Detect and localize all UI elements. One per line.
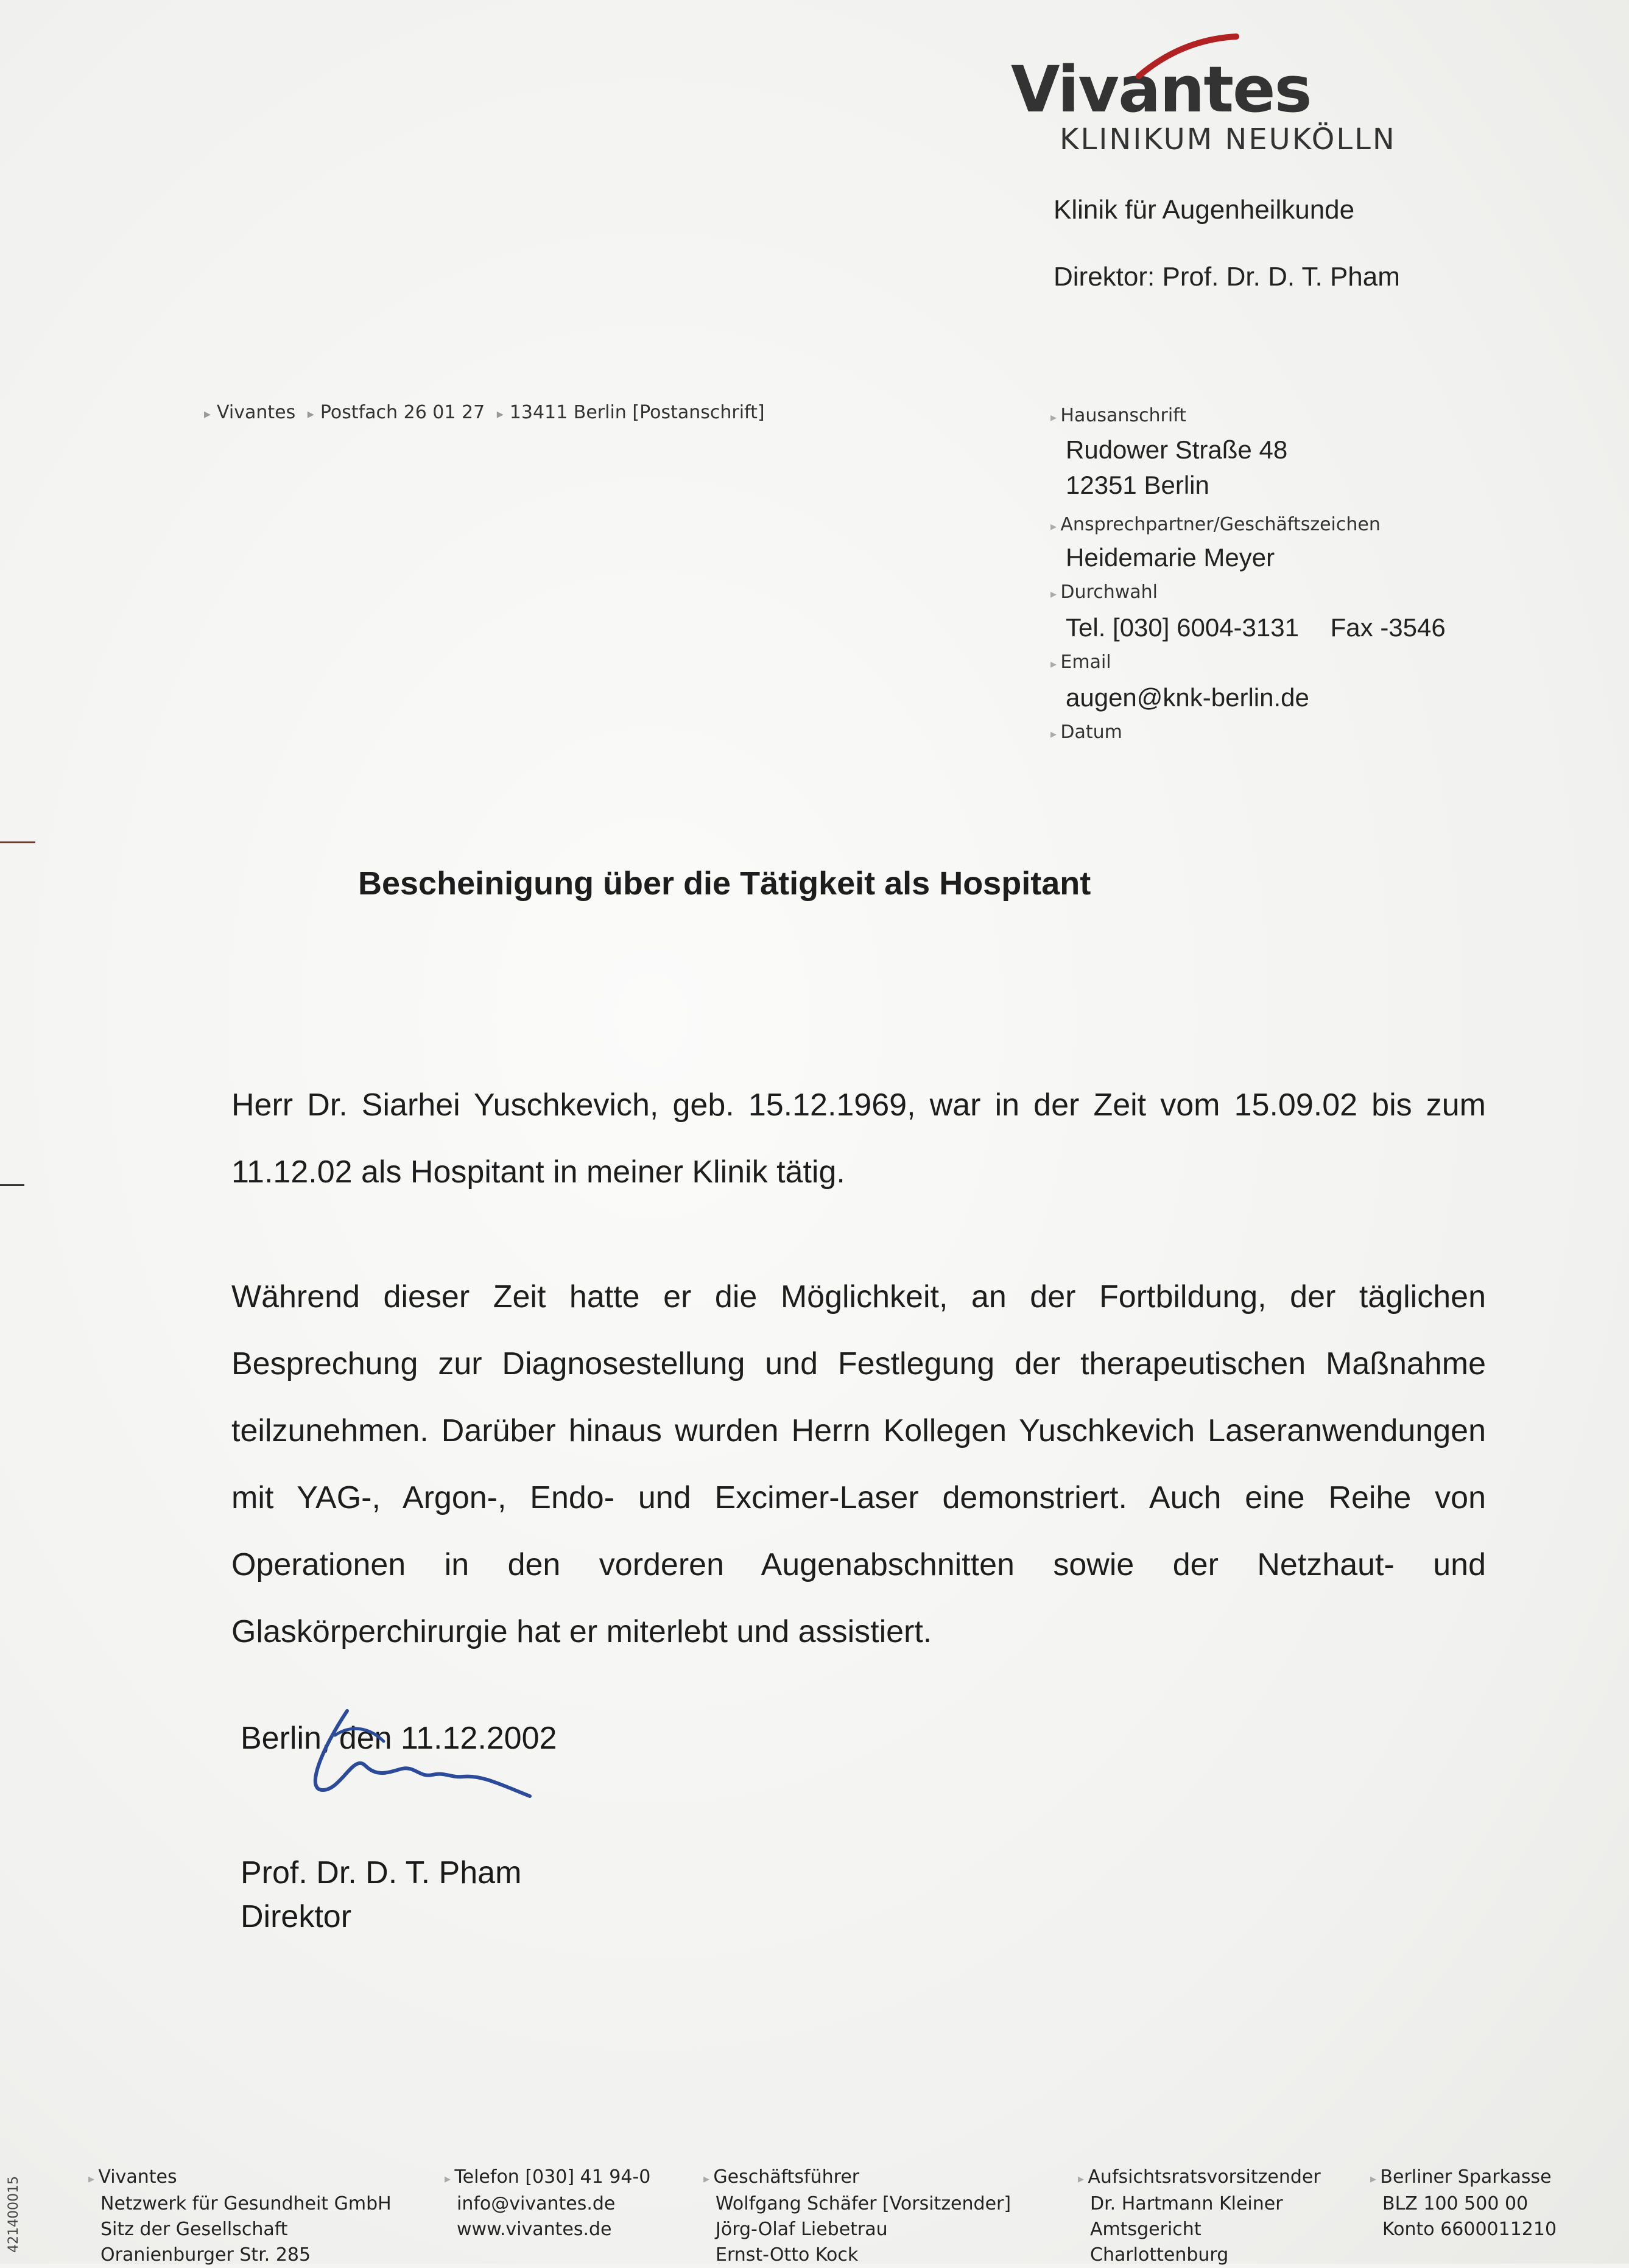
info-block bbox=[1050, 405, 1599, 743]
contact-label: ▸ Ansprechpartner/Geschäftszeichen bbox=[1050, 514, 1599, 535]
vertical-code: 421400015 bbox=[6, 2176, 21, 2253]
department: Klinik für Augenheilkunde bbox=[1054, 195, 1355, 225]
footer-line: ▸ Berliner Sparkasse bbox=[1370, 2164, 1557, 2191]
date-label: ▸ Datum bbox=[1050, 721, 1599, 743]
email-value: augen@knk-berlin.de bbox=[1066, 683, 1309, 712]
footer-line: Netzwerk für Gesundheit GmbH bbox=[100, 2193, 392, 2214]
address-line2: 12351 Berlin bbox=[1066, 471, 1209, 499]
phone-label: ▸ Durchwahl bbox=[1050, 581, 1599, 603]
punch-mark bbox=[0, 1184, 24, 1186]
footer-line: ▸ Geschäftsführer bbox=[703, 2164, 1011, 2191]
phone-line bbox=[1066, 610, 1599, 645]
signer-role: Direktor bbox=[241, 1899, 352, 1934]
footer-col-management bbox=[703, 2164, 1011, 2268]
postal-part: 13411 Berlin [Postanschrift] bbox=[509, 402, 765, 423]
postal-part: Vivantes bbox=[217, 402, 296, 423]
signer-block bbox=[241, 1851, 521, 1939]
signer-name: Prof. Dr. D. T. Pham bbox=[241, 1855, 522, 1891]
footer-line: BLZ 100 500 00 bbox=[1382, 2193, 1529, 2214]
footer-line: Amtsgericht bbox=[1090, 2219, 1202, 2240]
footer-line: ▸ Aufsichtsratsvorsitzender bbox=[1078, 2164, 1321, 2191]
footer-line: Jörg-Olaf Liebetrau bbox=[716, 2219, 888, 2240]
logo-swoosh-icon bbox=[1133, 33, 1242, 82]
contact-value: Heidemarie Meyer bbox=[1066, 543, 1275, 572]
footer-col-bank bbox=[1370, 2164, 1557, 2242]
postal-part: Postfach 26 01 27 bbox=[320, 402, 485, 423]
footer-line: ▸ Vivantes bbox=[88, 2164, 392, 2191]
footer-col-company bbox=[88, 2164, 392, 2268]
paragraph-1: Herr Dr. Siarhei Yuschkevich, geb. 15.12.1969, war in der Zeit vom 15.09.02 bis zum 11.12.02 als Hospitant in meiner Klinik tätig. bbox=[231, 1087, 1486, 1190]
footer-line: Konto 6600011210 bbox=[1382, 2219, 1557, 2240]
footer-line: ▸ Telefon [030] 41 94-0 bbox=[445, 2164, 650, 2191]
footer-line: Sitz der Gesellschaft bbox=[100, 2219, 288, 2240]
signature bbox=[298, 1699, 542, 1808]
footer-line: info@vivantes.de bbox=[457, 2193, 616, 2214]
email-label: ▸ Email bbox=[1050, 651, 1599, 673]
logo-subtitle: KLINIKUM NEUKÖLLN bbox=[1060, 122, 1396, 156]
paragraph-2: Während dieser Zeit hatte er die Möglichkeit, an der Fortbildung, der täglichen Besprechung zur Diagnosestellung und Festlegung der therapeutischen Maßnahme teilzunehmen. Darüber hinaus wurden Herrn Kollegen Yuschkevich Laseranwendungen mit YAG-, Argon-, Endo- und Excimer-Laser demonstriert. Auch eine Reihe von Operationen in den vorderen Augenabschnitten sowie der Netzhaut- und Glaskörperchirurgie hat er miterlebt und assistiert. bbox=[231, 1279, 1486, 1649]
logo-brand: Vivantes bbox=[1011, 52, 1311, 127]
closing-date: Berlin, den 11.12.2002 bbox=[241, 1721, 557, 1756]
footer-line: Wolfgang Schäfer [Vorsitzender] bbox=[716, 2193, 1012, 2214]
address-label: ▸ Hausanschrift bbox=[1050, 405, 1599, 426]
fax-value: Fax -3546 bbox=[1330, 613, 1446, 642]
footer-col-board bbox=[1078, 2164, 1321, 2268]
footer-col-contact bbox=[445, 2164, 650, 2242]
address-line1: Rudower Straße 48 bbox=[1066, 435, 1288, 464]
footer-line: Oranienburger Str. 285 bbox=[100, 2244, 311, 2266]
letter-title: Bescheinigung über die Tätigkeit als Hospitant bbox=[358, 865, 1091, 902]
footer-line: Dr. Hartmann Kleiner bbox=[1090, 2193, 1283, 2214]
phone-value: Tel. [030] 6004-3131 bbox=[1066, 613, 1299, 642]
vivantes-logo bbox=[1011, 52, 1437, 167]
footer-line: Ernst-Otto Kock bbox=[716, 2244, 859, 2266]
footer-line: Charlottenburg bbox=[1090, 2244, 1229, 2266]
footer-line: www.vivantes.de bbox=[457, 2219, 612, 2240]
postal-line: ▸ Vivantes ▸ Postfach 26 01 27 ▸ 13411 Berlin [Postanschrift] bbox=[204, 402, 765, 423]
fold-mark bbox=[0, 841, 35, 843]
director-header: Direktor: Prof. Dr. D. T. Pham bbox=[1054, 262, 1400, 292]
